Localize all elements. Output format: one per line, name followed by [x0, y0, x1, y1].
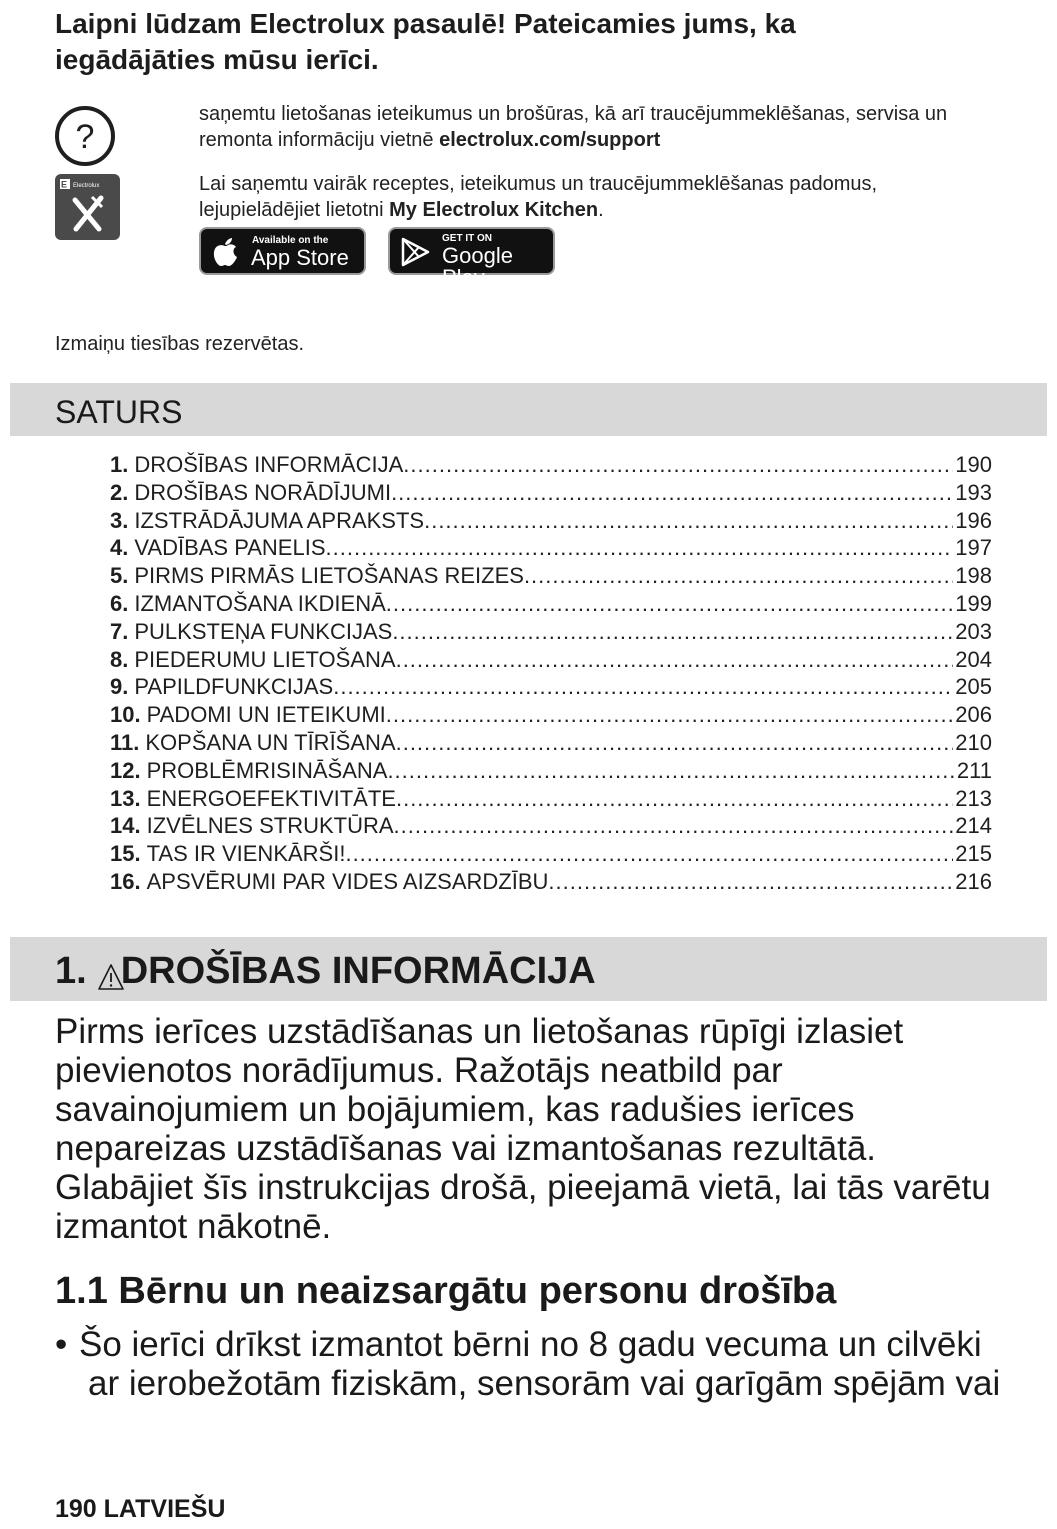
toc-item-page: 193: [955, 479, 992, 505]
toc-item-page: 197: [955, 535, 992, 561]
toc-item-page: 196: [955, 507, 992, 533]
toc-item-label: DROŠĪBAS INFORMĀCIJA: [134, 452, 404, 477]
toc-dot-leader: [548, 868, 953, 896]
toc-item-label: PULKSTEŅA FUNKCIJAS: [134, 618, 393, 644]
toc-item[interactable]: [110, 507, 992, 535]
toc-item-number: 15.: [110, 841, 141, 867]
toc-item-label: DROŠĪBAS NORĀDĪJUMI: [134, 479, 392, 505]
toc-dot-leader: [387, 757, 954, 785]
intro-line: Pirms ierīces uzstādīšanas un lietošanas rūpīgi izlasiet: [55, 1012, 904, 1051]
toc-item-page: 216: [955, 868, 992, 894]
section-title-text: DROŠĪBAS INFORMĀCIJA: [120, 950, 596, 992]
toc-item-number: 16.: [110, 868, 141, 894]
support-text: [199, 101, 1039, 153]
toc-item-page: 213: [955, 785, 992, 811]
toc-item-page: 198: [955, 563, 992, 589]
apple-icon: [211, 236, 239, 273]
intro-line: pievienotos norādījumus. Ražotājs neatbild par: [55, 1051, 783, 1090]
toc-item-page: 190: [955, 452, 992, 477]
toc-item-number: 9.: [110, 674, 129, 700]
toc-item-page: 199: [955, 590, 992, 616]
intro-paragraph: [55, 1012, 1045, 1246]
subsection-title: 1.1 Bērnu un neaizsargātu personu drošība: [55, 1270, 837, 1312]
toc-item-label: TAS IR VIENKĀRŠI!: [146, 841, 346, 867]
toc-dot-leader: [386, 590, 954, 618]
toc-item-number: 4.: [110, 535, 129, 561]
toc-item[interactable]: [110, 729, 992, 757]
toc-item-label: PROBLĒMRISINĀŠANA: [146, 757, 388, 783]
play-icon: [400, 237, 432, 272]
toc-item-page: 210: [955, 729, 992, 755]
toc-item-label: PADOMI UN IETEIKUMI: [146, 702, 386, 728]
section-title: [55, 947, 596, 995]
toc-item[interactable]: [110, 534, 992, 562]
page-footer: 190 LATVIEŠU: [55, 1495, 226, 1523]
welcome-line-2: iegādājāties mūsu ierīci.: [55, 44, 379, 75]
toc-item-label: PIRMS PIRMĀS LIETOŠANAS REIZES: [134, 563, 524, 589]
toc-dot-leader: [524, 562, 953, 590]
intro-line: nepareizas uzstādīšanas vai izmantošanas rezultātā.: [55, 1129, 877, 1168]
toc-dot-leader: [386, 701, 954, 729]
app-line-2: lejupielādējiet lietotni My Electrolux Kitchen.: [199, 199, 604, 221]
toc-dot-leader: [326, 534, 954, 562]
app-store-big-text: App Store: [251, 245, 349, 270]
electrolux-kitchen-app-icon: [54, 173, 121, 241]
intro-line: savainojumiem un bojājumiem, kas radušies ierīces: [55, 1090, 855, 1129]
toc-item[interactable]: [110, 590, 992, 618]
toc-item[interactable]: [110, 840, 992, 868]
toc-item[interactable]: [110, 451, 992, 479]
toc-item-number: 2.: [110, 479, 129, 505]
support-link[interactable]: electrolux.com/support: [439, 129, 661, 151]
toc-dot-leader: [396, 785, 953, 813]
toc-item-number: 8.: [110, 646, 129, 672]
toc-item-number: 13.: [110, 785, 141, 811]
toc-item-number: 12.: [110, 757, 141, 783]
support-line-1: saņemtu lietošanas ieteikumus un brošūras, kā arī traucējummeklēšanas, servisa un: [199, 103, 948, 125]
toc-dot-leader: [403, 451, 953, 479]
bullet-item: [55, 1325, 1045, 1403]
toc-title: SATURS: [55, 394, 183, 430]
toc-item[interactable]: [110, 618, 992, 646]
toc-item[interactable]: [110, 785, 992, 813]
app-name: My Electrolux Kitchen: [389, 199, 599, 221]
table-of-contents: [110, 451, 992, 896]
toc-dot-leader: [396, 729, 954, 757]
toc-item[interactable]: [110, 646, 992, 674]
toc-item-label: IZMANTOŠANA IKDIENĀ: [134, 590, 386, 616]
toc-item[interactable]: [110, 479, 992, 507]
toc-dot-leader: [391, 479, 953, 507]
toc-item[interactable]: [110, 701, 992, 729]
toc-item-page: 215: [955, 841, 992, 867]
toc-item[interactable]: [110, 757, 992, 785]
toc-item-label: PAPILDFUNKCIJAS: [134, 674, 334, 700]
toc-item-label: IZVĒLNES STRUKTŪRA: [146, 813, 394, 839]
toc-dot-leader: [392, 618, 953, 646]
toc-item-label: APSVĒRUMI PAR VIDES AIZSARDZĪBU: [146, 868, 549, 894]
toc-item-number: 14.: [110, 813, 141, 839]
toc-item-label: VADĪBAS PANELIS: [134, 535, 326, 561]
toc-item[interactable]: [110, 562, 992, 590]
app-text: [199, 171, 1039, 223]
rights-reserved-text: Izmaiņu tiesības rezervētas.: [55, 333, 304, 355]
toc-item-number: 6.: [110, 590, 129, 616]
bullet-line: ar ierobežotām fiziskām, sensorām vai garīgām spējām vai: [88, 1364, 1001, 1403]
app-line-1: Lai saņemtu vairāk receptes, ieteikumus un traucējummeklēšanas padomus,: [199, 173, 878, 195]
toc-item-number: 10.: [110, 702, 141, 728]
svg-text:?: ?: [75, 118, 95, 156]
app-store-small-text: Available on the: [252, 235, 329, 246]
section-number: 1.: [55, 950, 87, 992]
toc-item-label: KOPŠANA UN TĪRĪŠANA: [145, 729, 396, 755]
toc-item-label: PIEDERUMU LIETOŠANA: [134, 646, 396, 672]
app-store-badge[interactable]: [199, 227, 366, 275]
google-play-big-text: Google Play: [442, 243, 513, 290]
toc-item-number: 3.: [110, 507, 129, 533]
question-icon: [54, 105, 116, 167]
toc-item-page: 204: [955, 646, 992, 672]
bullet-mark: •: [55, 1325, 68, 1364]
toc-item-page: 203: [955, 618, 992, 644]
toc-item-number: 11.: [110, 729, 140, 755]
toc-item-label: IZSTRĀDĀJUMA APRAKSTS: [134, 507, 425, 533]
toc-item-number: 5.: [110, 563, 129, 589]
support-line-2: remonta informāciju vietnē electrolux.com/support: [199, 129, 661, 151]
intro-line: izmantot nākotnē.: [55, 1207, 332, 1246]
toc-item[interactable]: [110, 673, 992, 701]
toc-item-page: 206: [955, 702, 992, 728]
google-play-small-text: GET IT ON: [442, 233, 492, 244]
toc-item[interactable]: [110, 812, 992, 840]
app-icon-brand: Electrolux: [73, 183, 100, 189]
toc-item-page: 205: [955, 674, 992, 700]
google-play-badge[interactable]: [388, 227, 555, 290]
toc-item-page: 214: [955, 813, 992, 839]
toc-item[interactable]: [110, 868, 992, 896]
toc-item-number: 1.: [110, 452, 129, 477]
svg-text:E: E: [60, 179, 68, 190]
intro-line: Glabājiet šīs instrukcijas drošā, pieejamā vietā, lai tās varētu: [55, 1168, 991, 1207]
welcome-line-1: Laipni lūdzam Electrolux pasaulē! Pateicamies jums, ka: [55, 8, 796, 39]
toc-dot-leader: [396, 646, 954, 674]
toc-dot-leader: [333, 673, 953, 701]
bullet-line: Šo ierīci drīkst izmantot bērni no 8 gadu vecuma un cilvēki: [79, 1325, 982, 1364]
toc-item-page: 211: [956, 757, 992, 783]
toc-dot-leader: [345, 840, 953, 868]
toc-item-label: ENERGOEFEKTIVITĀTE: [146, 785, 396, 811]
welcome-heading: [55, 6, 1015, 78]
toc-item-number: 7.: [110, 618, 129, 644]
toc-dot-leader: [424, 507, 953, 535]
toc-dot-leader: [394, 812, 954, 840]
